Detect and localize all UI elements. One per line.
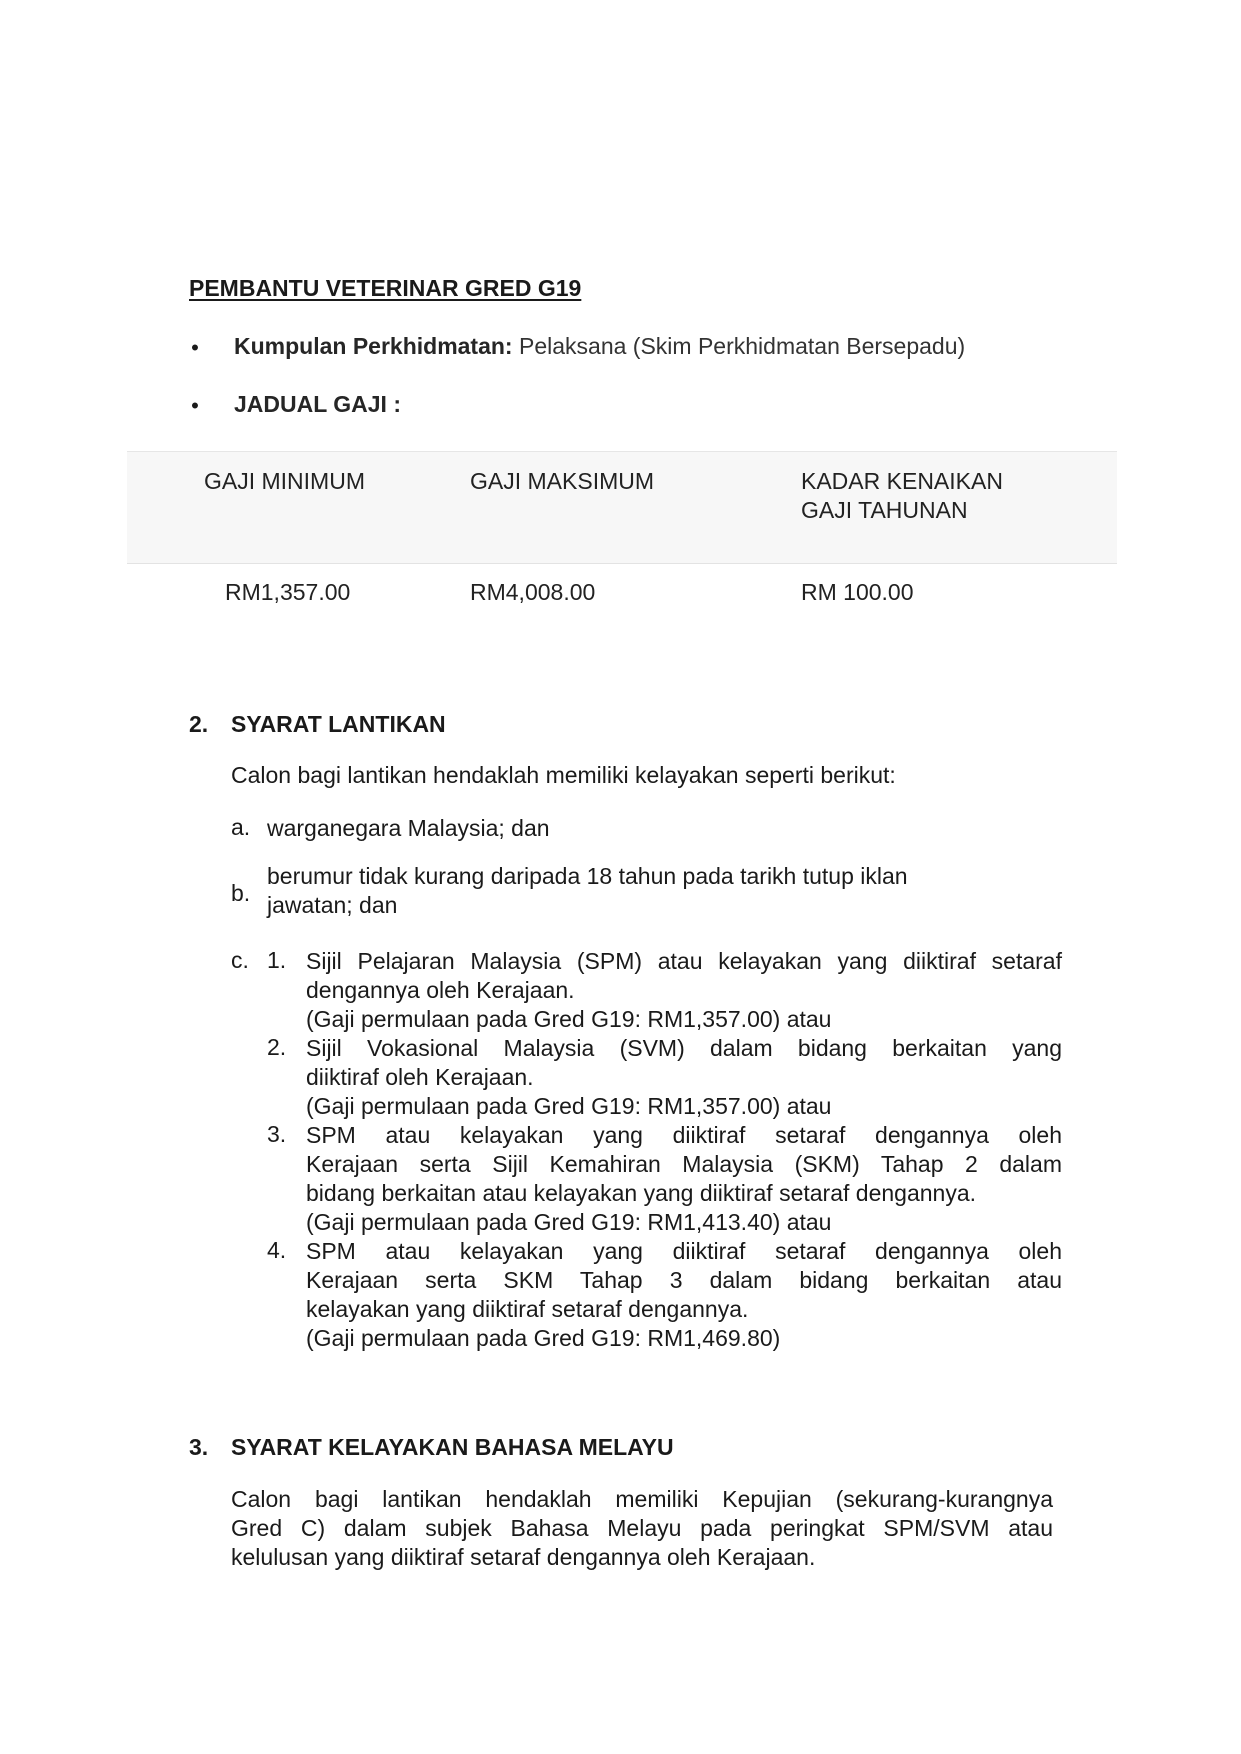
th-kadar-line2: GAJI TAHUNAN — [801, 497, 968, 523]
bullet-jadual-gaji-label: JADUAL GAJI : — [234, 391, 401, 417]
sub-item-3-num: 3. — [267, 1121, 287, 1147]
sub-item-3-text — [306, 1121, 1062, 1237]
sub-item-3-gaji: (Gaji permulaan pada Gred G19: RM1,413.40) atau — [306, 1209, 832, 1235]
bullet-kumpulan — [234, 333, 965, 360]
section3-number: 3. — [189, 1434, 209, 1460]
bullet-icon: • — [191, 393, 199, 418]
th-kadar-kenaikan — [801, 467, 1003, 525]
sub-item-4-line3: kelayakan yang diiktiraf setaraf dengannya. — [306, 1296, 749, 1322]
item-b-line1: berumur tidak kurang daripada 18 tahun pada tarikh tutup iklan — [267, 863, 908, 889]
bullet-kumpulan-label: Kumpulan Perkhidmatan: — [234, 333, 513, 359]
item-a-text: warganegara Malaysia; dan — [267, 815, 550, 841]
sub-item-4-text — [306, 1237, 1062, 1353]
section2-intro: Calon bagi lantikan hendaklah memiliki kelayakan seperti berikut: — [231, 762, 896, 788]
th-kadar-line1: KADAR KENAIKAN — [801, 468, 1003, 494]
sub-item-2-line2: diiktiraf oleh Kerajaan. — [306, 1064, 534, 1090]
item-b-line2: jawatan; dan — [267, 892, 398, 918]
th-gaji-minimum: GAJI MINIMUM — [204, 468, 365, 494]
page-title: PEMBANTU VETERINAR GRED G19 — [189, 275, 582, 301]
bullet-icon: • — [191, 335, 199, 360]
section3-line3: kelulusan yang diiktiraf setaraf dengannya oleh Kerajaan. — [231, 1544, 816, 1570]
item-a-label: a. — [231, 814, 251, 840]
sub-item-2-gaji: (Gaji permulaan pada Gred G19: RM1,357.00) atau — [306, 1093, 832, 1119]
sub-item-3-line2: Kerajaan serta Sijil Kemahiran Malaysia (SKM) Tahap 2 dalam — [306, 1151, 1062, 1177]
sub-item-1-gaji: (Gaji permulaan pada Gred G19: RM1,357.00) atau — [306, 1006, 832, 1032]
sub-item-3-line3: bidang berkaitan atau kelayakan yang diiktiraf setaraf dengannya. — [306, 1180, 977, 1206]
sub-item-4-line2: Kerajaan serta SKM Tahap 3 dalam bidang berkaitan atau — [306, 1267, 1062, 1293]
section2-title: SYARAT LANTIKAN — [231, 711, 446, 737]
sub-item-1-line1: Sijil Pelajaran Malaysia (SPM) atau kelayakan yang diiktiraf setaraf — [306, 948, 1062, 974]
section3-paragraph — [231, 1485, 1053, 1572]
sub-item-4-num: 4. — [267, 1237, 287, 1263]
sub-item-3-line1: SPM atau kelayakan yang diiktiraf setaraf dengannya oleh — [306, 1122, 1062, 1148]
td-gaji-maksimum: RM4,008.00 — [470, 579, 596, 605]
item-c-label: c. — [231, 947, 249, 973]
sub-item-1-num: 1. — [267, 947, 287, 973]
th-gaji-maksimum: GAJI MAKSIMUM — [470, 468, 655, 494]
bullet-jadual-gaji — [234, 391, 401, 418]
bullet-kumpulan-value: Pelaksana (Skim Perkhidmatan Bersepadu) — [512, 333, 966, 359]
section2-number: 2. — [189, 711, 209, 737]
sub-item-2-text — [306, 1034, 1062, 1121]
item-b-text — [267, 862, 908, 920]
sub-item-2-num: 2. — [267, 1034, 287, 1060]
section3-line1: Calon bagi lantikan hendaklah memiliki Kepujian (sekurang-kurangnya — [231, 1486, 1053, 1512]
item-b-label: b. — [231, 880, 251, 906]
sub-item-1-text — [306, 947, 1062, 1034]
sub-item-1-line2: dengannya oleh Kerajaan. — [306, 977, 575, 1003]
sub-item-4-gaji: (Gaji permulaan pada Gred G19: RM1,469.80) — [306, 1325, 781, 1351]
td-gaji-minimum: RM1,357.00 — [225, 579, 351, 605]
section3-title: SYARAT KELAYAKAN BAHASA MELAYU — [231, 1434, 674, 1460]
section3-line2: Gred C) dalam subjek Bahasa Melayu pada peringkat SPM/SVM atau — [231, 1515, 1053, 1541]
td-kadar-kenaikan: RM 100.00 — [801, 579, 914, 605]
sub-item-2-line1: Sijil Vokasional Malaysia (SVM) dalam bidang berkaitan yang — [306, 1035, 1062, 1061]
sub-item-4-line1: SPM atau kelayakan yang diiktiraf setaraf dengannya oleh — [306, 1238, 1062, 1264]
